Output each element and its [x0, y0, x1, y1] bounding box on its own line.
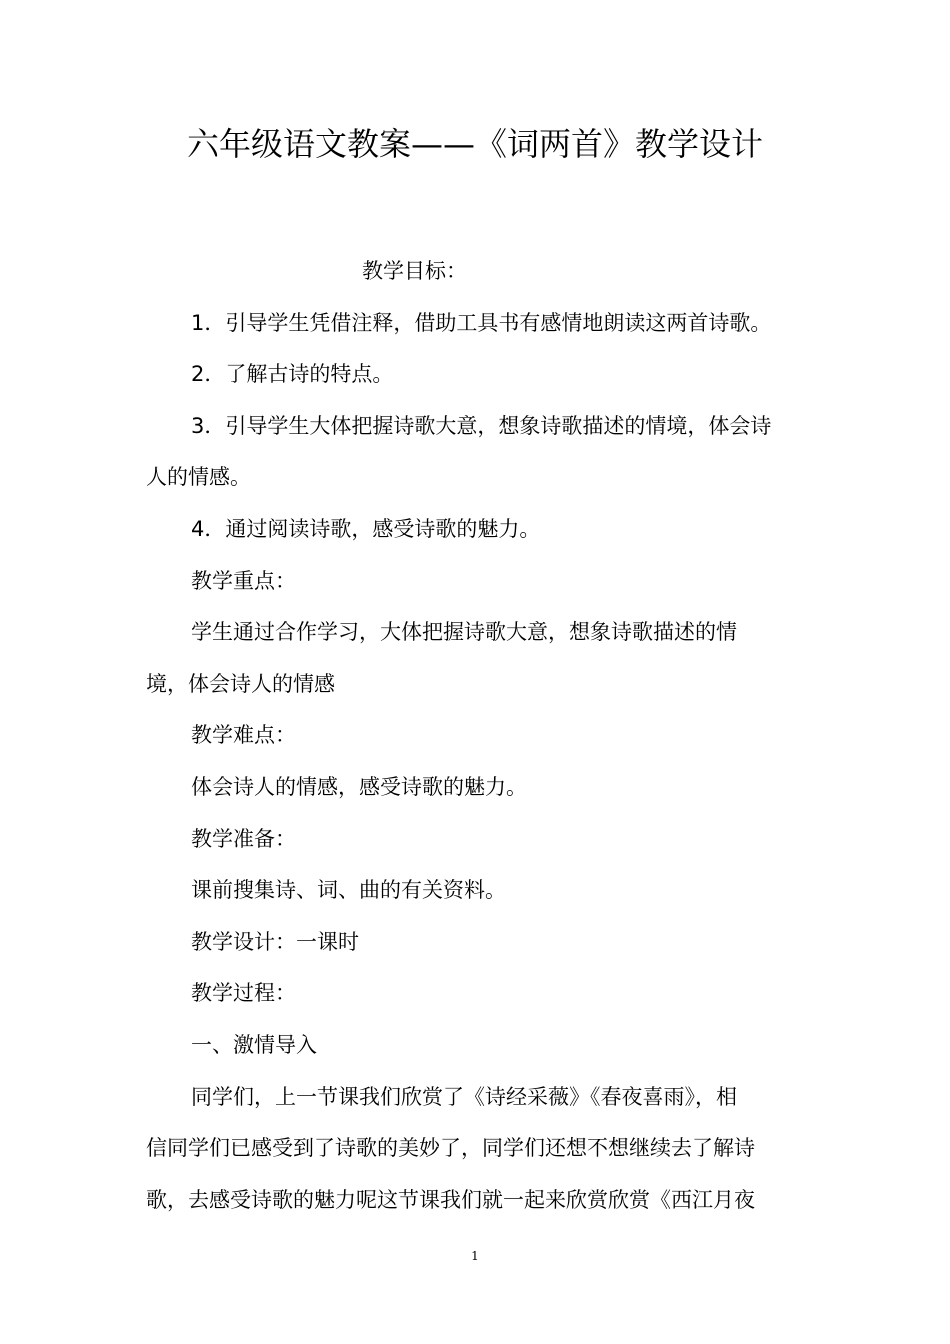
difficulties-text: 体会诗人的情感，感受诗歌的魅力。 — [191, 774, 527, 799]
key-points-text: 学生通过合作学习，大体把握诗歌大意，想象诗歌描述的情 — [191, 620, 737, 645]
objective-3-continued: 人的情感。 — [146, 465, 251, 490]
preparation-text: 课前搜集诗、词、曲的有关资料。 — [191, 878, 506, 903]
intro-paragraph-line-2: 信同学们已感受到了诗歌的美妙了，同学们还想不想继续去了解诗 — [146, 1136, 755, 1161]
document-body — [146, 246, 806, 1226]
objective-1: 1．引导学生凭借注释，借助工具书有感情地朗读这两首诗歌。 — [191, 310, 772, 335]
section-heading-key-points: 教学重点： — [191, 568, 296, 593]
key-points-text-continued: 境，体会诗人的情感 — [146, 671, 335, 696]
section-heading-difficulties: 教学难点： — [191, 723, 296, 748]
intro-paragraph-line-3: 歌，去感受诗歌的魅力呢这节课我们就一起来欣赏欣赏《西江月夜 — [146, 1187, 755, 1212]
objective-4: 4．通过阅读诗歌，感受诗歌的魅力。 — [191, 516, 541, 541]
objective-2: 2．了解古诗的特点。 — [191, 362, 394, 387]
section-heading-preparation: 教学准备： — [191, 826, 296, 851]
process-step-1-heading: 一、激情导入 — [191, 1032, 317, 1057]
page-number: 1 — [471, 1249, 479, 1263]
document-title: 六年级语文教案——《词两首》教学设计 — [186, 125, 763, 163]
intro-paragraph-line-1: 同学们，上一节课我们欣赏了《诗经采薇》《春夜喜雨》，相 — [191, 1084, 737, 1109]
section-heading-objectives: 教学目标： — [362, 259, 467, 283]
section-heading-process: 教学过程： — [191, 981, 296, 1006]
objective-3: 3．引导学生大体把握诗歌大意，想象诗歌描述的情境，体会诗 — [191, 413, 772, 438]
lesson-design-text: 教学设计：一课时 — [191, 929, 359, 954]
